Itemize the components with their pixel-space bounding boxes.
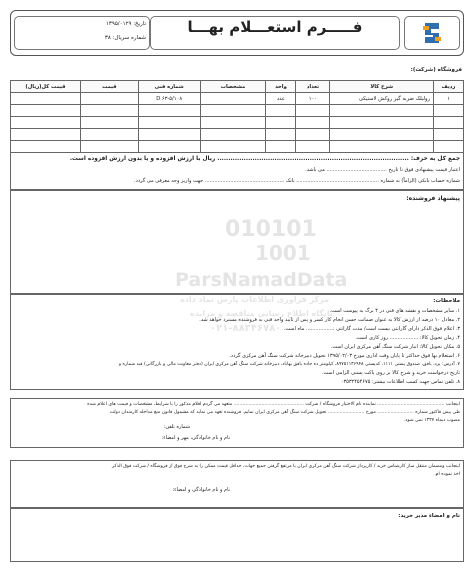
note-item: ۴. زمان تحویل کالا: .................. روز کاری است.	[355, 335, 460, 341]
col-header-qty: تعداد	[296, 81, 330, 93]
note-item: ۲. معادل ۱۰ درصد از ارزش کالا به عنوان ضمانت حسن انجام کار کسر و پس از تایید واحد فنی به فروشنده مسترد خواهد شد.	[199, 317, 460, 323]
manager-sign-label: نام و امضاء مدیر خرید:	[398, 513, 460, 519]
watermark-phone: ۰۲۱-۸۸۳۴۶۷۸۰	[210, 323, 282, 334]
buyer-declaration-text: اخذ نموده ام.	[434, 472, 460, 477]
table-header-row	[11, 81, 464, 93]
bank-account: شماره حساب بانکی (الزاماً) به شماره .................................................... بانک .................................................. جهت واریز وجه معرفی می گردد.	[134, 178, 460, 184]
form-serial: شماره سریال: ۳۸	[104, 35, 146, 41]
validity-date: اعتبار قیمت پیشنهادی فوق تا تاریخ ...................................... می باشد.	[305, 167, 460, 173]
col-header-desc: شرح کالا	[330, 81, 434, 93]
cell-total	[11, 93, 81, 105]
buyer-sign-label: نام و نام خانوادگی و امضاء:	[172, 487, 230, 493]
table-row-blank	[11, 141, 464, 153]
note-item: ۵. مکان تحویل کالا: انبار شرکت سنگ آهن مرکزی ایران است.	[330, 344, 460, 350]
note-item: ۷. آدرس: یزد، بافق، صندوق پستی ۱۱۱۱، کدپستی ۸۹۷۵۱۱۳۶۹۴۸، کیلومتر ده جاده بافق بهاباد، دبیرخانه شرکت سنگ آهن مرکزی ایران (دفتر معاونت مالی و بازرگانی) قید شماره و	[118, 362, 460, 367]
cell-qty: ۱۰۰	[296, 93, 330, 105]
phone-label: شماره تلفن:	[163, 424, 190, 430]
cell-index: ۱	[434, 93, 464, 105]
page-title: فـــــرم استعـــلام بهـــا	[187, 18, 363, 36]
items-table	[10, 80, 464, 153]
note-item: ۸. تلفن تماس جهت کسب اطلاعات بیشتر: ۰۳۵۳۲۴۵۴۶۷۵	[340, 379, 460, 385]
watermark-caption: پایگاه اطلاع رسانی مناقصه و مزایده	[190, 309, 333, 318]
cell-tech-no: D ۶۳-۵/۱۰۸	[138, 93, 200, 105]
col-header-price: قیمت	[80, 81, 138, 93]
total-in-words: جمع کل به حرف: ....................................................................................... ریال با ارزش افزوده و یا بدون ارزش افزوده است.	[69, 156, 460, 162]
col-header-total: قیمت کل(ریال)	[11, 81, 81, 93]
table-row	[11, 93, 464, 105]
table-row-blank	[11, 117, 464, 129]
vendor-sign-label: نام و نام خانوادگی، مهر و امضاء:	[161, 435, 230, 441]
vendor-declaration-text: مصوب دیماه ۱۳۳۷ نمی شود.	[403, 418, 460, 423]
col-header-unit: واحد	[266, 81, 296, 93]
notes-title: ملاحظات:	[433, 298, 460, 304]
vendor-label: فروشگاه (شرکت):	[410, 67, 462, 73]
note-item: ۳. اعلام فوق الذکر دارای گارانتی نیست است/ مدت گارانتی .................. ماه است.	[283, 326, 460, 332]
cell-spec	[200, 93, 266, 105]
cell-unit: عدد	[266, 93, 296, 105]
logo-icon	[405, 17, 459, 49]
watermark-digits: 1001	[255, 241, 311, 265]
vendor-declaration-text: طی پیش فاکتور شماره ......................... مورخ ......................... تحویل شرکت سنگ آهن مرکزی ایران نمایم. فروشنده تعهد می نماید که مشمول قانون منع مداخله کارمندان دولت	[109, 410, 460, 415]
col-header-tech-no: شماره فنی	[138, 81, 200, 93]
watermark-digits: 010101	[225, 217, 317, 242]
cell-desc: رولبلک ضربه گیر روکش لاستیکی	[330, 93, 434, 105]
vendor-declaration-text: اینجانب .............................................. نماینده تام الاختیار فروشگاه / شرکت ................................................ متعهد می گردم اقلام مذکور را با شرایط، مشخصات و قیمت های اعلام شده	[87, 402, 460, 407]
vendor-proposal-title: پیشنهاد فروشنده:	[406, 195, 460, 202]
table-row-blank	[11, 129, 464, 141]
company-logo	[404, 16, 460, 50]
cell-price	[80, 93, 138, 105]
form-date: تاریخ: ۱۳۹۵/۰۱۲۹	[105, 21, 146, 27]
buyer-declaration-text: اینجانب ومضمان منتقل ساز کارشناس خرید / کارپرداز شرکت سنگ آهن مرکزی ایران با مرتفع گرفتن جمیع جهات، حداقل قیمت ممکن را به شرح فوق از فروشگاه / شرکت فوق الذکر	[111, 464, 460, 469]
col-header-index: ردیف	[434, 81, 464, 93]
watermark-brand: ParsNamadData	[175, 269, 348, 291]
note-item: ۶. استعلام بها فوق حداکثر تا پایان وقت اداری مورخ ۱۳۹۵/۰۲/۰۳ تحویل دبیرخانه شرکت سنگ آهن مرکزی گردد.	[229, 353, 460, 359]
watermark-caption: مرکز فراوری اطلاعات پارس نماد داده	[180, 295, 330, 304]
table-row-blank	[11, 105, 464, 117]
note-item: ۱. سایر مشخصات و نقشه های فنی در ۴ برگ به پیوست است.	[329, 308, 460, 314]
col-header-spec: مشخصات	[200, 81, 266, 93]
note-item: تاریخ درخواست خرید و شرح کالا بر روی پاکت پستی الزامی است.	[321, 370, 460, 376]
